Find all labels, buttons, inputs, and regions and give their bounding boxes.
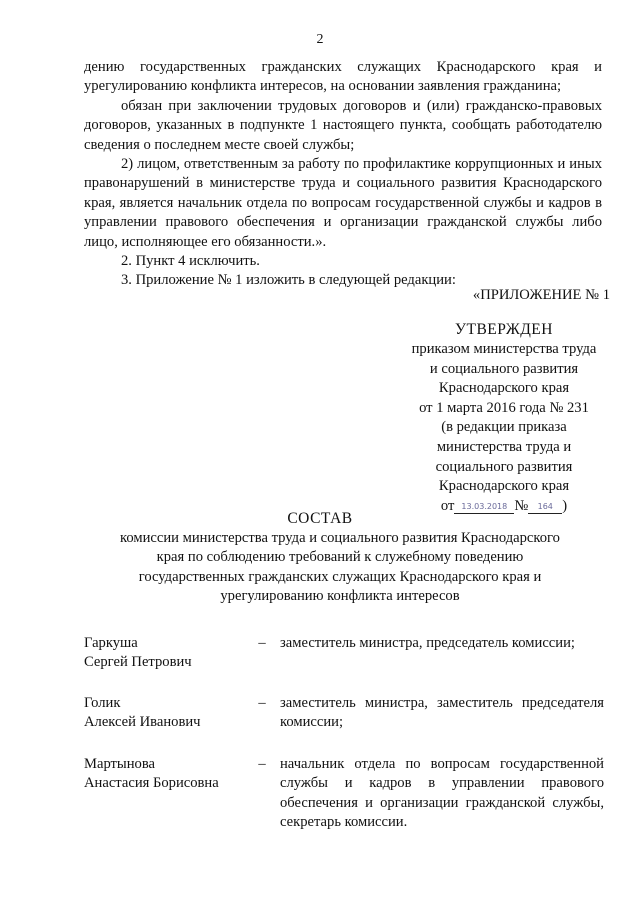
member-row (84, 755, 604, 833)
paragraph-item-4: 2. Пункт 4 исключить. (121, 253, 260, 270)
member-dash: – (258, 635, 266, 651)
member-surname: Гаркуша (84, 635, 138, 651)
paragraph-appendix-edit: 3. Приложение № 1 изложить в следующей редакции: (121, 272, 456, 289)
paragraph-responsible-person: 2) лицом, ответственным за работу по профилактике коррупционных и иных правонарушений в министерстве труда и социального развития Краснодарского края, является начальник отдела по вопросам государственной службы и кадров в управлении правового обеспечения и организации гражданской службы либо лицо, исполняющее его обязанности.». (84, 156, 602, 250)
composition-subtitle: комиссии министерства труда и социального развития Краснодарского края по соблюдению требований к служебному поведению государственных гражданских служащих Краснодарского края и урегулированию конфликта интересов (120, 530, 560, 605)
approval-line: (в редакции приказа (441, 419, 567, 436)
member-row (84, 634, 604, 672)
member-role: заместитель министра, заместитель председателя комиссии; (280, 695, 604, 731)
member-surname: Мартынова (84, 755, 156, 772)
date-prefix: от (440, 497, 455, 514)
composition-title: СОСТАВ (287, 510, 353, 527)
approval-line: и социального развития (429, 360, 579, 377)
paragraph-obligation: обязан при заключении трудовых договоров и (или) гражданско-правовых договоров, указанных в подпункте 1 настоящего пункта, сообщать работодателю сведения о последнем месте своей службы; (84, 97, 602, 153)
handwritten-date: 13.03.2018 (454, 501, 514, 514)
member-dash: – (258, 755, 266, 772)
body-text (84, 58, 602, 291)
member-row (84, 694, 604, 733)
member-name (84, 694, 254, 733)
appendix-label: «ПРИЛОЖЕНИЕ № 1 (472, 287, 610, 303)
member-dash: – (258, 695, 266, 711)
member-given-names: Алексей Иванович (84, 714, 201, 731)
member-role: начальник отдела по вопросам государственной службы и кадров в управлении правового обеспечения и организации гражданской службы, секретарь комиссии. (280, 755, 604, 831)
member-name (84, 634, 254, 673)
member-role: заместитель министра, председатель комиссии; (280, 635, 575, 651)
member-given-names: Анастасия Борисовна (84, 775, 219, 792)
member-name (84, 755, 254, 794)
number-sign: № (514, 497, 529, 514)
member-surname: Голик (84, 695, 121, 711)
approval-line: приказом министерства труда (411, 341, 597, 357)
page-number: 2 (316, 32, 324, 47)
paragraph-continuation: дению государственных гражданских служащих Краснодарского края и урегулированию конфликта интересов, на основании заявления гражданина; (84, 59, 602, 95)
approval-line: Краснодарского края (438, 478, 570, 495)
member-list (84, 634, 604, 854)
approval-line: социального развития (435, 458, 573, 475)
member-given-names: Сергей Петрович (84, 654, 192, 671)
approval-line: от 1 марта 2016 года № 231 (419, 399, 589, 416)
approved-title: УТВЕРЖДЕН (455, 321, 553, 338)
approval-block (392, 340, 616, 516)
handwritten-number: 164 (528, 501, 562, 514)
approval-line: Краснодарского края (438, 380, 570, 397)
closing-paren: ) (562, 497, 568, 514)
approval-line: министерства труда и (436, 438, 572, 455)
